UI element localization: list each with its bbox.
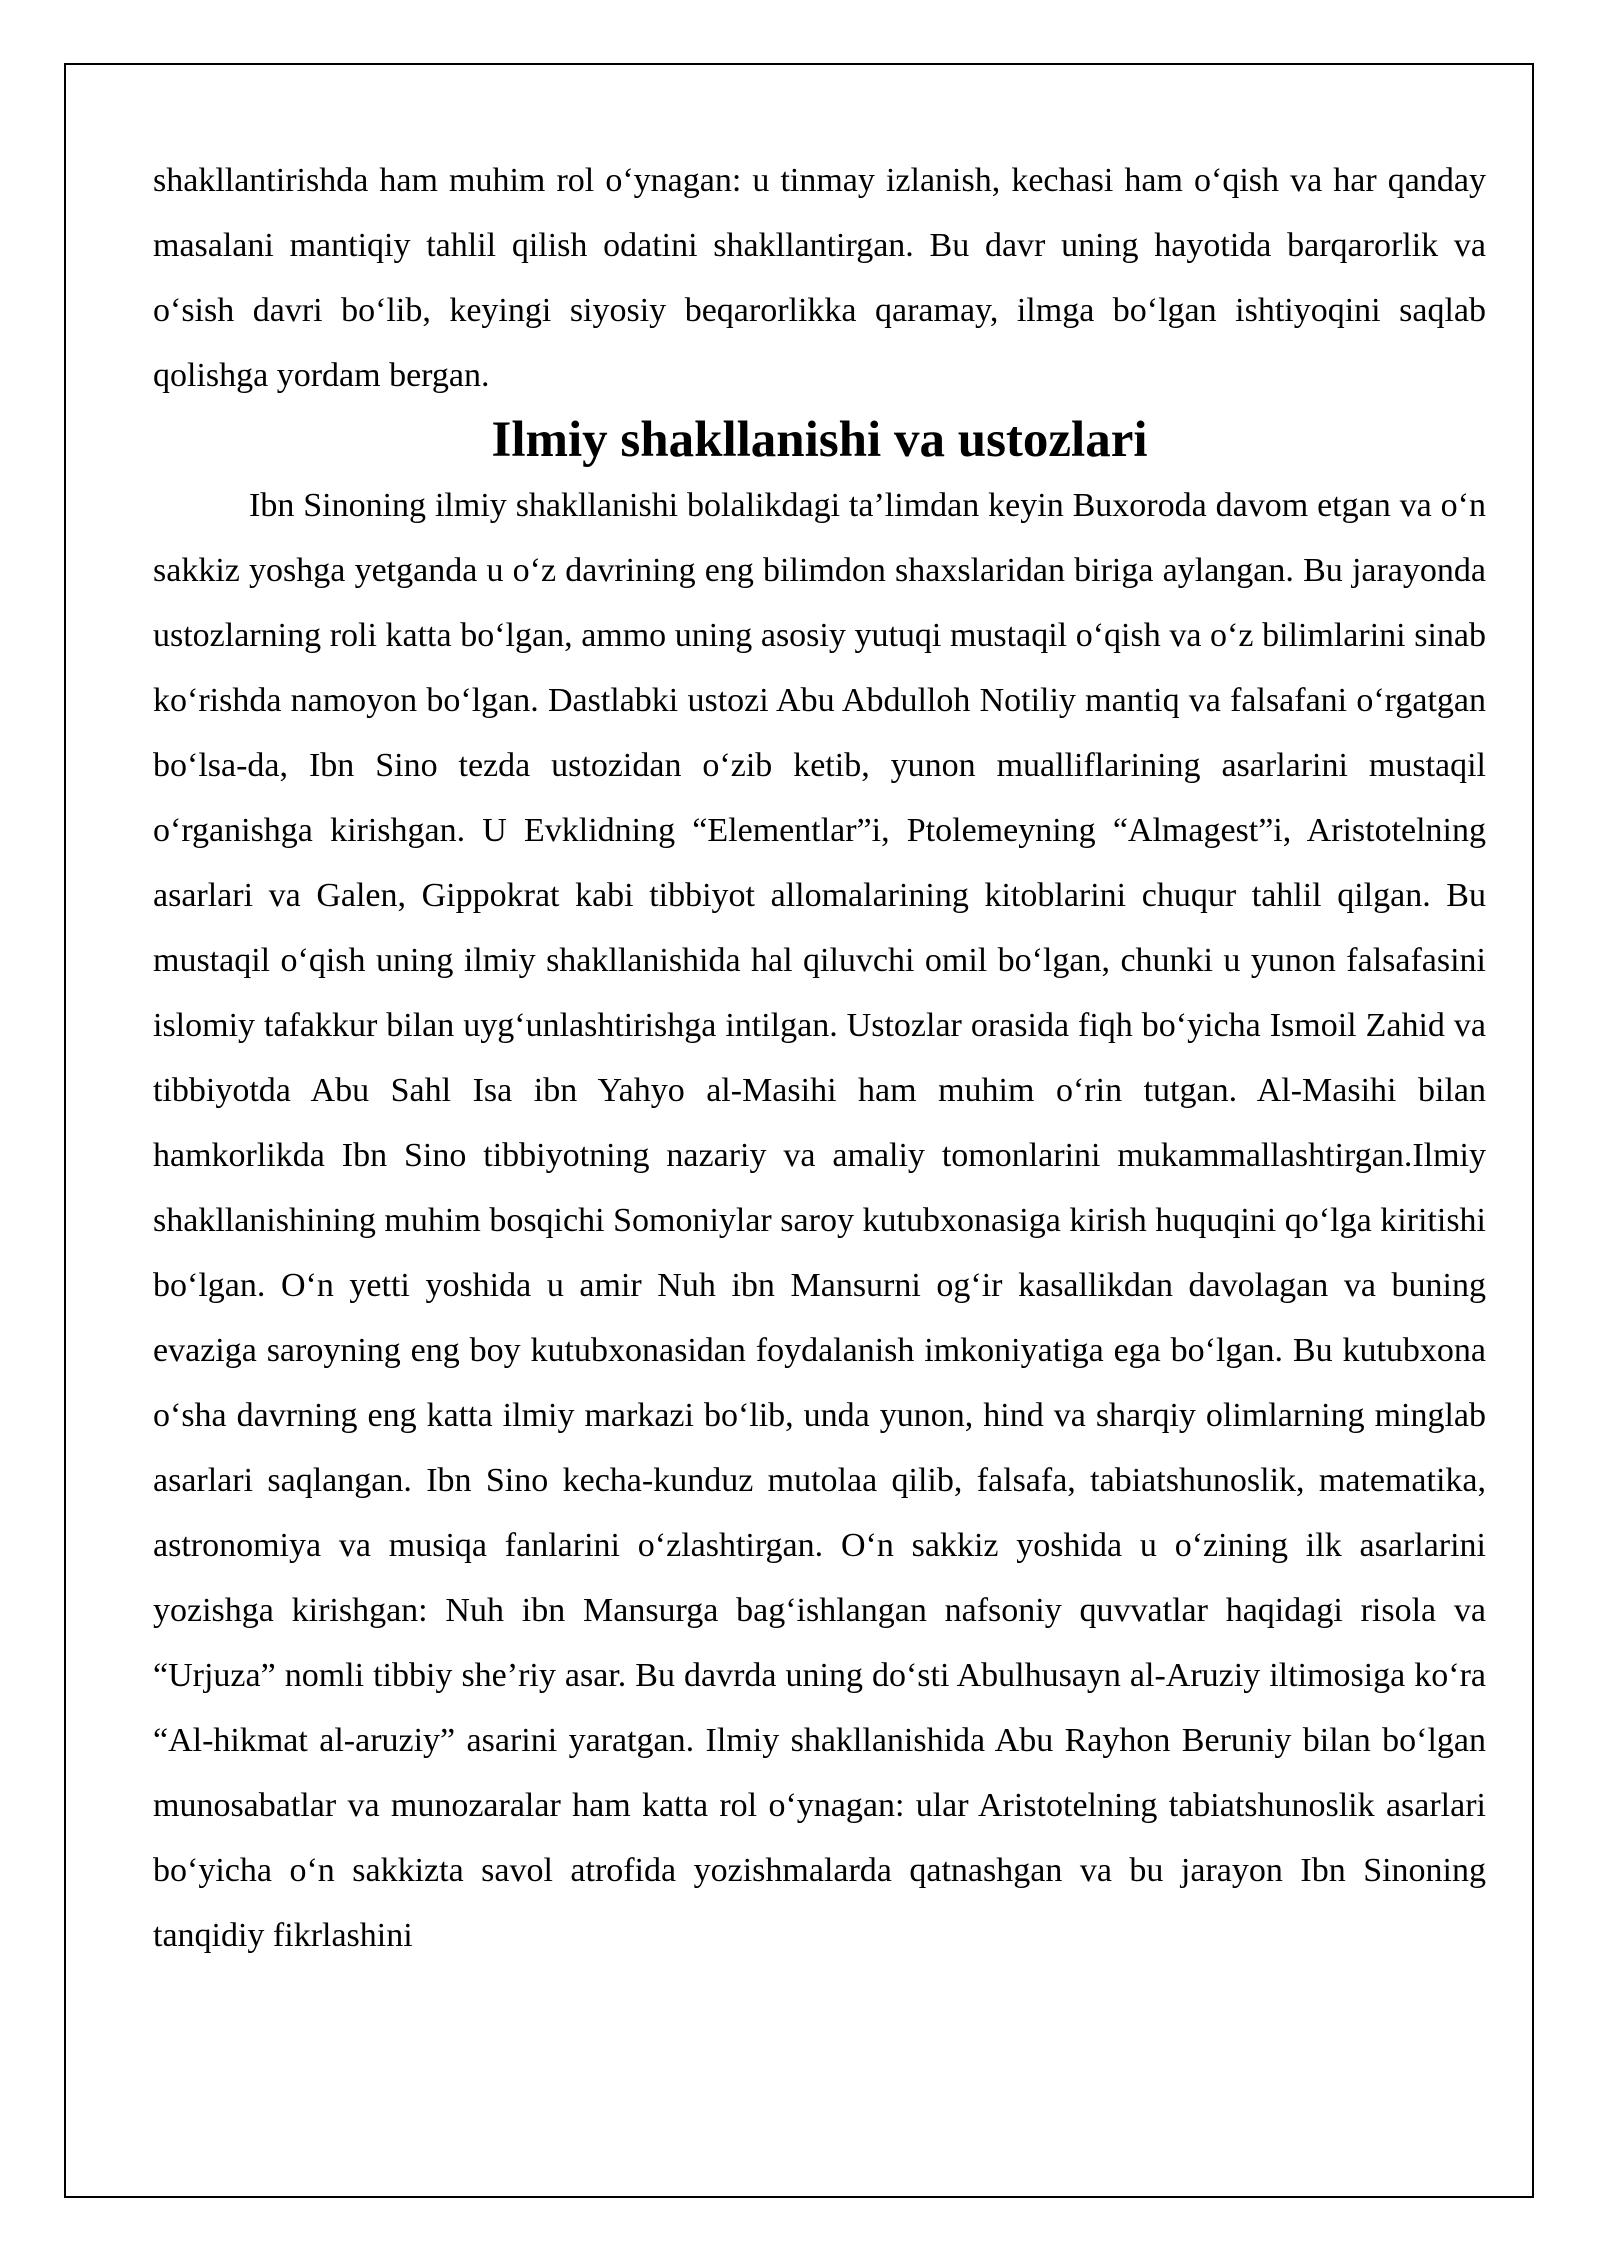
paragraph-main: Ibn Sinoning ilmiy shakllanishi bolalikdagi ta’limdan keyin Buxoroda davom etgan va o‘n sakkiz yoshga yetganda u o‘z davrining eng bilimdon shaxslaridan biriga aylangan. Bu jarayonda ustozlarning roli katta bo‘lgan, ammo uning asosiy yutuqi mustaqil o‘qish va o‘z bilimlarini sinab ko‘rishda namoyon bo‘lgan. Dastlabki ustozi Abu Abdulloh Notiliy mantiq va falsafani o‘rgatgan bo‘lsa-da, Ibn Sino tezda ustozidan o‘zib ketib, yunon mualliflarining asarlarini mustaqil o‘rganishga kirishgan. U Evklidning “Elementlar”i, Ptolemeyning “Almagest”i, Aristotelning asarlari va Galen, Gippokrat kabi tibbiyot allomalarining kitoblarini chuqur tahlil qilgan. Bu mustaqil o‘qish uning ilmiy shakllanishida hal qiluvchi omil bo‘lgan, chunki u yunon falsafasini islomiy tafakkur bilan uyg‘unlashtirishga intilgan. Ustozlar orasida fiqh bo‘yicha Ismoil Zahid va tibbiyotda Abu Sahl Isa ibn Yahyo al-Masihi ham muhim o‘rin tutgan. Al-Masihi bilan hamkorlikda Ibn Sino tibbiyotning nazariy va amaliy tomonlarini mukammallashtirgan.Ilmiy shakllanishining muhim bosqichi Somoniylar saroy kutubxonasiga kirish huquqini qo‘lga kiritishi bo‘lgan. O‘n yetti yoshida u amir Nuh ibn Mansurni og‘ir kasallikdan davolagan va buning evaziga saroyning eng boy kutubxonasidan foydalanish imkoniyatiga ega bo‘lgan. Bu kutubxona o‘sha davrning eng katta ilmiy markazi bo‘lib, unda yunon, hind va sharqiy olimlarning minglab asarlari saqlangan. Ibn Sino kecha-kunduz mutolaa qilib, falsafa, tabiatshunoslik, matematika, astronomiya va musiqa fanlarini o‘zlashtirgan. O‘n sakkiz yoshida u o‘zining ilk asarlarini yozishga kirishgan: Nuh ibn Mansurga bag‘ishlangan nafsoniy quvvatlar haqidagi risola va “Urjuza” nomli tibbiy she’riy asar. Bu davrda uning do‘sti Abulhusayn al-Aruziy iltimosiga ko‘ra “Al-hikmat al-aruziy” asarini yaratgan. Ilmiy shakllanishida Abu Rayhon Beruniy bilan bo‘lgan munosabatlar va munozaralar ham katta rol o‘ynagan: ular Aristotelning tabiatshunoslik asarlari bo‘yicha o‘n sakkizta savol atrofida yozishmalarda qatnashgan va bu jarayon Ibn Sinoning tanqidiy fikrlashini: [153, 487, 1486, 1954]
paragraph-continuation: shakllantirishda ham muhim rol o‘ynagan: u tinmay izlanish, kechasi ham o‘qish va har qanday masalani mantiqiy tahlil qilish odatini shakllantirgan. Bu davr uning hayotida barqarorlik va o‘sish davri bo‘lib, keyingi siyosiy beqarorlikka qaramay, ilmga bo‘lgan ishtiyoqini saqlab qolishga yordam bergan.: [153, 162, 1486, 394]
section-heading: Ilmiy shakllanishi va ustozlari: [491, 412, 1148, 468]
document-body: [153, 148, 1486, 1968]
